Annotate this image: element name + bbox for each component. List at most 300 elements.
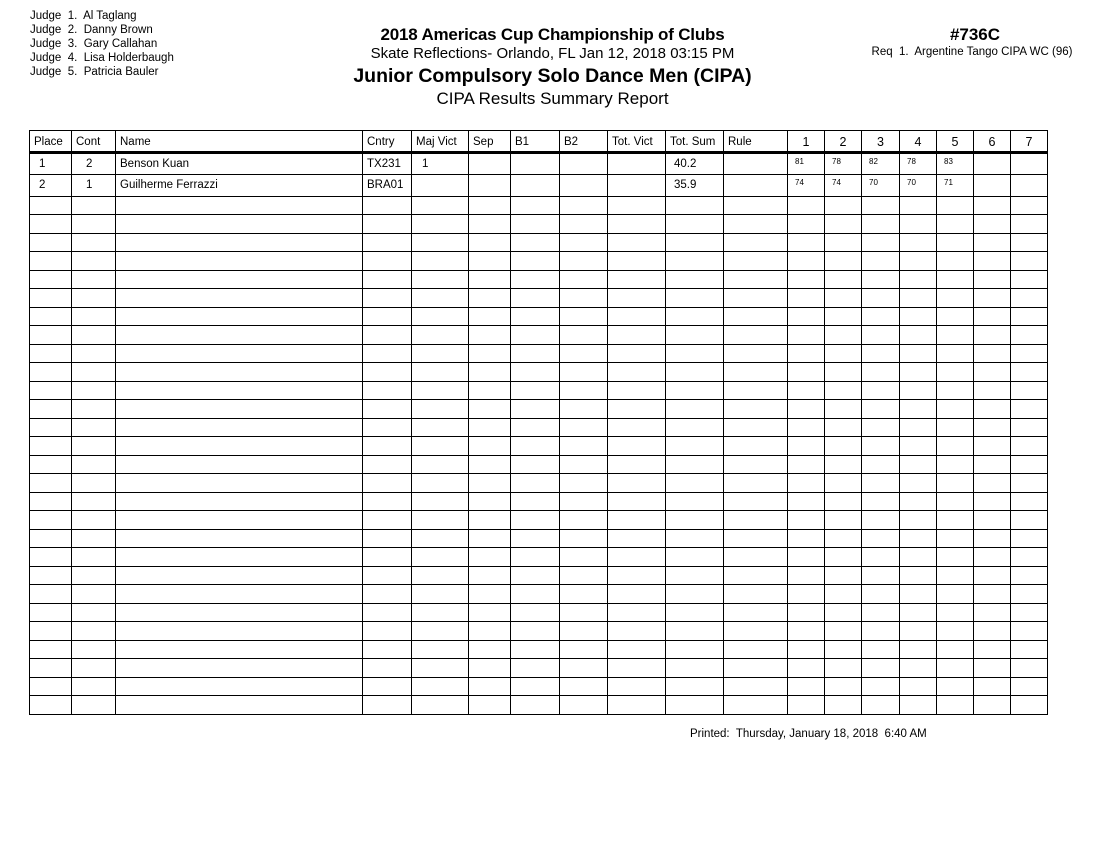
empty-cell	[862, 437, 900, 456]
table-row	[30, 175, 1048, 197]
empty-cell	[116, 640, 363, 659]
empty-cell	[1011, 603, 1048, 622]
empty-cell	[788, 400, 825, 419]
cell-name: Benson Kuan	[116, 152, 363, 175]
empty-cell	[608, 548, 666, 567]
empty-cell	[666, 696, 724, 715]
empty-cell	[825, 252, 862, 271]
empty-cell	[30, 270, 72, 289]
empty-cell	[363, 344, 412, 363]
empty-cell	[511, 474, 560, 493]
empty-cell	[363, 492, 412, 511]
empty-cell	[788, 622, 825, 641]
empty-cell	[30, 548, 72, 567]
empty-cell	[560, 640, 608, 659]
empty-cell	[30, 677, 72, 696]
empty-cell	[974, 677, 1011, 696]
empty-cell	[608, 492, 666, 511]
empty-cell	[30, 252, 72, 271]
cell-judge-4: 70	[900, 175, 937, 197]
empty-cell	[1011, 400, 1048, 419]
cell-name: Guilherme Ferrazzi	[116, 175, 363, 197]
empty-cell	[900, 455, 937, 474]
empty-cell	[937, 233, 974, 252]
empty-cell	[116, 215, 363, 234]
empty-cell	[608, 696, 666, 715]
empty-cell	[724, 566, 788, 585]
empty-cell	[560, 603, 608, 622]
empty-cell	[788, 659, 825, 678]
empty-cell	[116, 474, 363, 493]
empty-cell	[560, 455, 608, 474]
empty-cell	[560, 307, 608, 326]
empty-cell	[469, 307, 511, 326]
empty-cell	[469, 418, 511, 437]
empty-cell	[1011, 640, 1048, 659]
empty-cell	[724, 437, 788, 456]
cell-cont: 1	[72, 175, 116, 197]
col-cont: Cont	[72, 131, 116, 153]
col-name: Name	[116, 131, 363, 153]
empty-cell	[974, 233, 1011, 252]
table-row-empty	[30, 640, 1048, 659]
empty-cell	[1011, 363, 1048, 382]
empty-cell	[974, 437, 1011, 456]
empty-cell	[862, 400, 900, 419]
empty-cell	[30, 640, 72, 659]
empty-cell	[825, 659, 862, 678]
empty-cell	[560, 492, 608, 511]
empty-cell	[469, 233, 511, 252]
empty-cell	[1011, 548, 1048, 567]
empty-cell	[72, 437, 116, 456]
empty-cell	[72, 585, 116, 604]
empty-cell	[116, 233, 363, 252]
empty-cell	[788, 492, 825, 511]
empty-cell	[72, 622, 116, 641]
empty-cell	[363, 548, 412, 567]
judge-5: Judge 5. Patricia Bauler	[30, 66, 159, 78]
col-tot-vict: Tot. Vict	[608, 131, 666, 153]
empty-cell	[412, 474, 469, 493]
empty-cell	[862, 270, 900, 289]
empty-cell	[900, 344, 937, 363]
table-row-empty	[30, 252, 1048, 271]
empty-cell	[511, 492, 560, 511]
empty-cell	[666, 344, 724, 363]
empty-cell	[469, 363, 511, 382]
empty-cell	[363, 270, 412, 289]
empty-cell	[72, 548, 116, 567]
empty-cell	[511, 252, 560, 271]
empty-cell	[560, 677, 608, 696]
empty-cell	[1011, 511, 1048, 530]
empty-cell	[825, 548, 862, 567]
empty-cell	[560, 344, 608, 363]
empty-cell	[724, 400, 788, 419]
empty-cell	[862, 696, 900, 715]
table-row-empty	[30, 400, 1048, 419]
empty-cell	[724, 455, 788, 474]
cell-maj-vict	[412, 175, 469, 197]
cell-cont: 2	[72, 152, 116, 175]
cell-rule	[724, 175, 788, 197]
empty-cell	[608, 381, 666, 400]
empty-cell	[1011, 492, 1048, 511]
empty-cell	[469, 437, 511, 456]
empty-cell	[825, 511, 862, 530]
empty-cell	[862, 233, 900, 252]
empty-cell	[724, 215, 788, 234]
empty-cell	[724, 289, 788, 308]
empty-cell	[825, 289, 862, 308]
cell-b2	[560, 175, 608, 197]
cell-tot-sum: 35.9	[666, 175, 724, 197]
empty-cell	[788, 363, 825, 382]
empty-cell	[900, 437, 937, 456]
empty-cell	[608, 270, 666, 289]
empty-cell	[72, 696, 116, 715]
empty-cell	[974, 548, 1011, 567]
empty-cell	[825, 566, 862, 585]
event-name: Junior Compulsory Solo Dance Men (CIPA)	[353, 65, 752, 87]
empty-cell	[30, 344, 72, 363]
cell-judge-2: 78	[825, 152, 862, 175]
empty-cell	[666, 622, 724, 641]
empty-cell	[788, 418, 825, 437]
empty-cell	[974, 400, 1011, 419]
empty-cell	[116, 659, 363, 678]
empty-cell	[30, 455, 72, 474]
empty-cell	[608, 603, 666, 622]
empty-cell	[469, 474, 511, 493]
empty-cell	[363, 659, 412, 678]
empty-cell	[30, 326, 72, 345]
empty-cell	[900, 492, 937, 511]
empty-cell	[666, 233, 724, 252]
empty-cell	[1011, 196, 1048, 215]
empty-cell	[30, 603, 72, 622]
empty-cell	[1011, 585, 1048, 604]
empty-cell	[825, 233, 862, 252]
empty-cell	[900, 566, 937, 585]
empty-cell	[469, 344, 511, 363]
empty-cell	[1011, 437, 1048, 456]
empty-cell	[412, 437, 469, 456]
table-row-empty	[30, 622, 1048, 641]
empty-cell	[363, 363, 412, 382]
empty-cell	[560, 418, 608, 437]
empty-cell	[666, 529, 724, 548]
col-cntry: Cntry	[363, 131, 412, 153]
table-row-empty	[30, 307, 1048, 326]
empty-cell	[30, 622, 72, 641]
empty-cell	[666, 307, 724, 326]
empty-cell	[788, 474, 825, 493]
cell-b1	[511, 175, 560, 197]
empty-cell	[412, 659, 469, 678]
empty-cell	[363, 252, 412, 271]
empty-cell	[469, 492, 511, 511]
empty-cell	[937, 492, 974, 511]
empty-cell	[862, 566, 900, 585]
empty-cell	[900, 326, 937, 345]
empty-cell	[469, 603, 511, 622]
empty-cell	[412, 381, 469, 400]
table-row-empty	[30, 677, 1048, 696]
empty-cell	[1011, 252, 1048, 271]
empty-cell	[724, 622, 788, 641]
empty-cell	[608, 326, 666, 345]
empty-cell	[974, 585, 1011, 604]
empty-cell	[469, 640, 511, 659]
empty-cell	[974, 659, 1011, 678]
empty-cell	[974, 363, 1011, 382]
empty-cell	[825, 400, 862, 419]
empty-cell	[511, 548, 560, 567]
empty-cell	[825, 381, 862, 400]
col-judge-6: 6	[974, 131, 1011, 153]
report-title: CIPA Results Summary Report	[436, 89, 669, 108]
cell-sep	[469, 175, 511, 197]
empty-cell	[862, 363, 900, 382]
empty-cell	[788, 566, 825, 585]
empty-cell	[72, 566, 116, 585]
empty-cell	[825, 344, 862, 363]
empty-cell	[724, 196, 788, 215]
empty-cell	[469, 659, 511, 678]
empty-cell	[608, 437, 666, 456]
empty-cell	[900, 696, 937, 715]
cell-judge-6	[974, 152, 1011, 175]
empty-cell	[862, 529, 900, 548]
empty-cell	[666, 326, 724, 345]
cell-sep	[469, 152, 511, 175]
cell-judge-1: 81	[788, 152, 825, 175]
empty-cell	[511, 696, 560, 715]
empty-cell	[72, 529, 116, 548]
empty-cell	[412, 492, 469, 511]
cell-place: 1	[30, 152, 72, 175]
empty-cell	[974, 492, 1011, 511]
competition-title: 2018 Americas Cup Championship of Clubs	[380, 25, 725, 44]
empty-cell	[116, 529, 363, 548]
empty-cell	[825, 196, 862, 215]
empty-cell	[937, 381, 974, 400]
empty-cell	[1011, 289, 1048, 308]
empty-cell	[412, 677, 469, 696]
table-row-empty	[30, 529, 1048, 548]
empty-cell	[788, 233, 825, 252]
empty-cell	[900, 289, 937, 308]
empty-cell	[363, 622, 412, 641]
empty-cell	[974, 215, 1011, 234]
empty-cell	[116, 307, 363, 326]
empty-cell	[511, 566, 560, 585]
empty-cell	[469, 400, 511, 419]
empty-cell	[469, 196, 511, 215]
empty-cell	[116, 418, 363, 437]
empty-cell	[469, 566, 511, 585]
empty-cell	[72, 270, 116, 289]
cell-judge-2: 74	[825, 175, 862, 197]
empty-cell	[666, 363, 724, 382]
empty-cell	[1011, 326, 1048, 345]
empty-cell	[511, 529, 560, 548]
empty-cell	[862, 307, 900, 326]
empty-cell	[825, 326, 862, 345]
empty-cell	[116, 511, 363, 530]
empty-cell	[72, 233, 116, 252]
empty-cell	[560, 529, 608, 548]
empty-cell	[825, 529, 862, 548]
empty-cell	[116, 622, 363, 641]
empty-cell	[30, 233, 72, 252]
empty-cell	[363, 381, 412, 400]
cell-rule	[724, 152, 788, 175]
empty-cell	[72, 252, 116, 271]
cell-tot-sum: 40.2	[666, 152, 724, 175]
table-row-empty	[30, 270, 1048, 289]
empty-cell	[788, 585, 825, 604]
empty-cell	[363, 400, 412, 419]
event-requirement: Req 1. Argentine Tango CIPA WC (96)	[871, 46, 1073, 58]
empty-cell	[560, 326, 608, 345]
empty-cell	[560, 233, 608, 252]
empty-cell	[412, 307, 469, 326]
empty-cell	[469, 326, 511, 345]
empty-cell	[974, 622, 1011, 641]
empty-cell	[412, 622, 469, 641]
empty-cell	[825, 437, 862, 456]
judge-3: Judge 3. Gary Callahan	[30, 38, 158, 50]
empty-cell	[1011, 566, 1048, 585]
cell-b1	[511, 152, 560, 175]
empty-cell	[412, 344, 469, 363]
empty-cell	[937, 215, 974, 234]
empty-cell	[30, 289, 72, 308]
empty-cell	[511, 400, 560, 419]
empty-cell	[1011, 474, 1048, 493]
empty-cell	[862, 511, 900, 530]
empty-cell	[862, 640, 900, 659]
empty-cell	[900, 215, 937, 234]
empty-cell	[560, 622, 608, 641]
empty-cell	[608, 529, 666, 548]
empty-cell	[974, 344, 1011, 363]
empty-cell	[560, 566, 608, 585]
empty-cell	[72, 603, 116, 622]
empty-cell	[72, 196, 116, 215]
empty-cell	[469, 696, 511, 715]
judge-1: Judge 1. Al Taglang	[30, 10, 137, 22]
empty-cell	[72, 640, 116, 659]
empty-cell	[862, 659, 900, 678]
empty-cell	[788, 603, 825, 622]
empty-cell	[412, 196, 469, 215]
cell-tot-vict	[608, 175, 666, 197]
empty-cell	[30, 696, 72, 715]
empty-cell	[666, 566, 724, 585]
empty-cell	[608, 640, 666, 659]
table-row-empty	[30, 215, 1048, 234]
empty-cell	[666, 511, 724, 530]
empty-cell	[511, 270, 560, 289]
empty-cell	[825, 585, 862, 604]
empty-cell	[825, 677, 862, 696]
empty-cell	[608, 233, 666, 252]
empty-cell	[788, 196, 825, 215]
empty-cell	[363, 326, 412, 345]
table-row-empty	[30, 196, 1048, 215]
empty-cell	[608, 289, 666, 308]
empty-cell	[825, 363, 862, 382]
empty-cell	[900, 196, 937, 215]
empty-cell	[116, 289, 363, 308]
empty-cell	[116, 585, 363, 604]
empty-cell	[666, 474, 724, 493]
empty-cell	[666, 603, 724, 622]
empty-cell	[666, 548, 724, 567]
empty-cell	[724, 548, 788, 567]
empty-cell	[974, 566, 1011, 585]
empty-cell	[116, 252, 363, 271]
empty-cell	[937, 326, 974, 345]
empty-cell	[560, 474, 608, 493]
empty-cell	[72, 215, 116, 234]
empty-cell	[608, 344, 666, 363]
cell-judge-3: 70	[862, 175, 900, 197]
empty-cell	[511, 455, 560, 474]
empty-cell	[900, 622, 937, 641]
table-row-empty	[30, 363, 1048, 382]
table-row-empty	[30, 326, 1048, 345]
empty-cell	[1011, 529, 1048, 548]
empty-cell	[412, 326, 469, 345]
empty-cell	[974, 455, 1011, 474]
empty-cell	[788, 326, 825, 345]
empty-cell	[666, 252, 724, 271]
empty-cell	[363, 677, 412, 696]
empty-cell	[666, 677, 724, 696]
empty-cell	[608, 215, 666, 234]
empty-cell	[937, 622, 974, 641]
empty-cell	[511, 677, 560, 696]
empty-cell	[788, 289, 825, 308]
empty-cell	[469, 455, 511, 474]
empty-cell	[666, 659, 724, 678]
cell-judge-1: 74	[788, 175, 825, 197]
empty-cell	[974, 307, 1011, 326]
event-info	[852, 25, 1092, 59]
empty-cell	[788, 640, 825, 659]
empty-cell	[788, 270, 825, 289]
empty-cell	[116, 455, 363, 474]
table-row-empty	[30, 566, 1048, 585]
empty-cell	[116, 400, 363, 419]
empty-cell	[862, 381, 900, 400]
header-row	[30, 131, 1048, 153]
empty-cell	[30, 492, 72, 511]
empty-cell	[30, 381, 72, 400]
empty-cell	[30, 566, 72, 585]
table-row-empty	[30, 492, 1048, 511]
judge-2: Judge 2. Danny Brown	[30, 24, 153, 36]
empty-cell	[511, 603, 560, 622]
col-sep: Sep	[469, 131, 511, 153]
empty-cell	[937, 566, 974, 585]
empty-cell	[724, 511, 788, 530]
